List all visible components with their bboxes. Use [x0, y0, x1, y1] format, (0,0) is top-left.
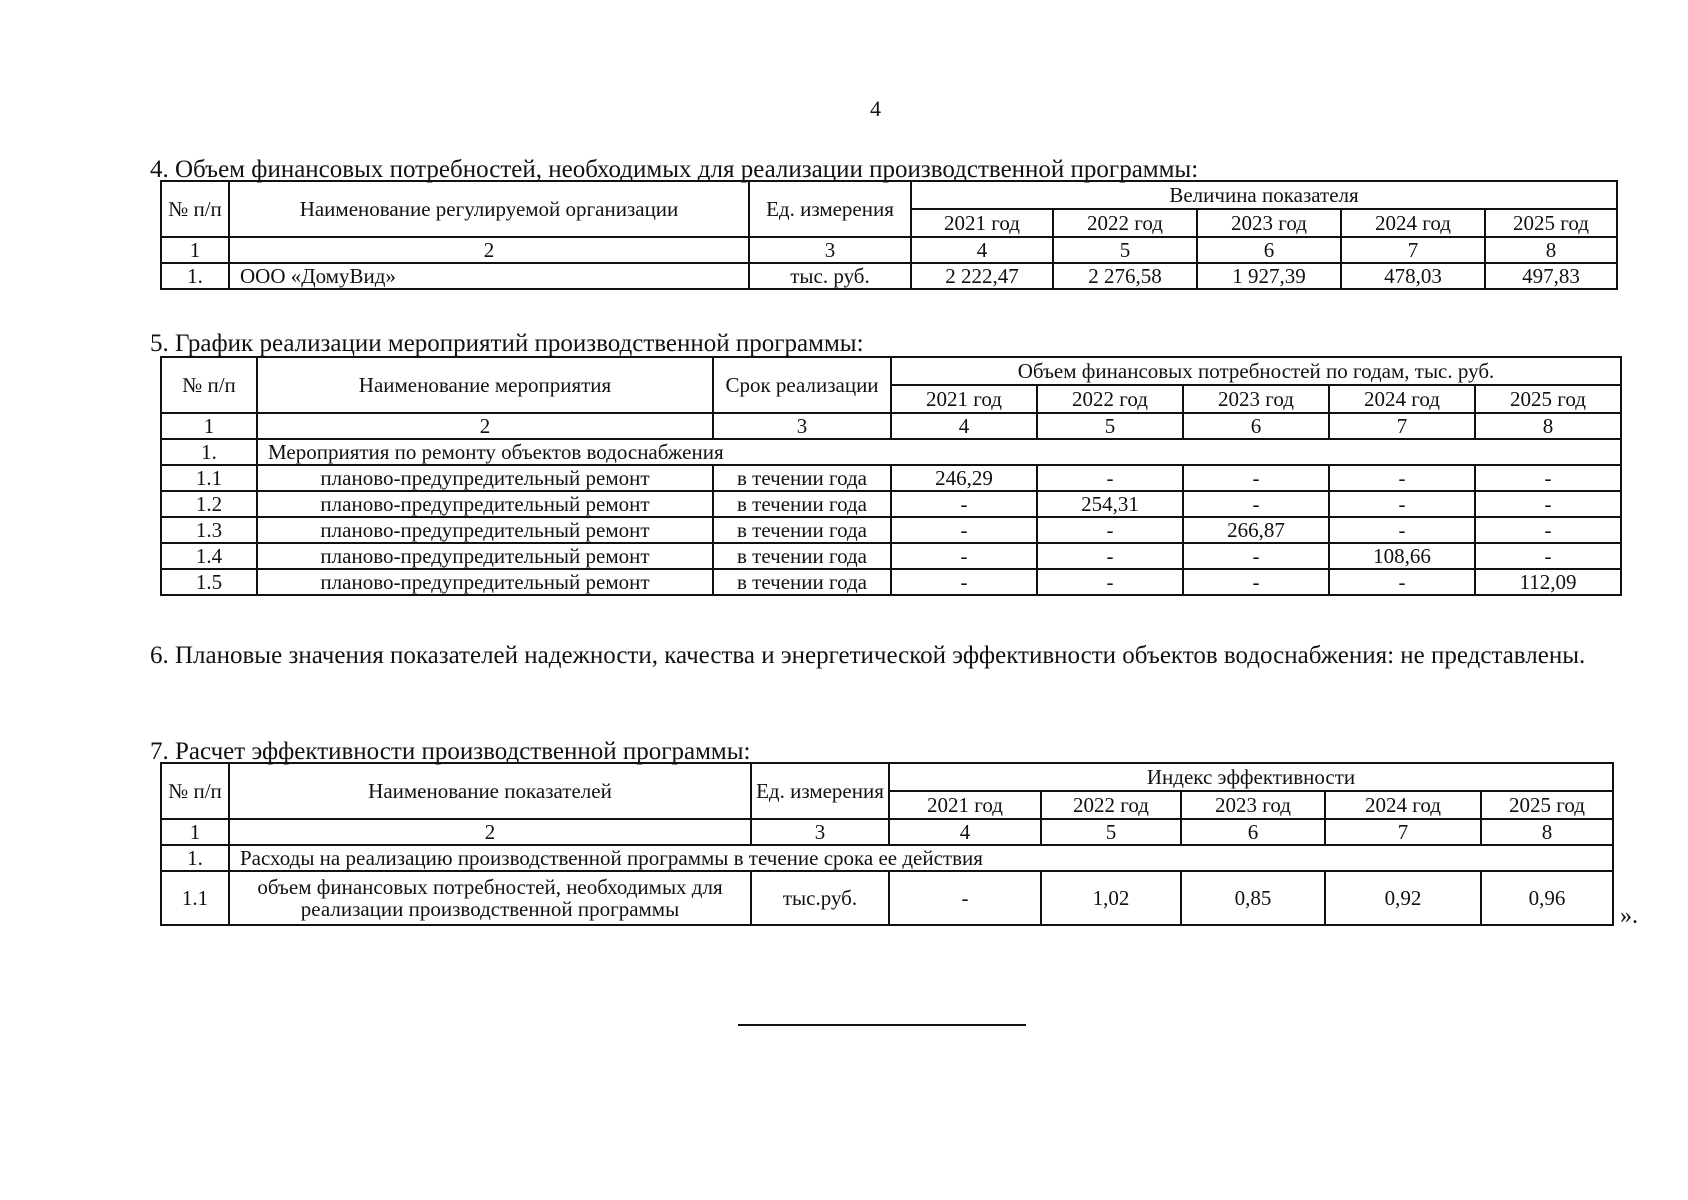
value-2025: -	[1475, 491, 1621, 517]
header-year: 2023 год	[1183, 385, 1329, 413]
col-number: 5	[1037, 413, 1183, 439]
value-2025: 0,96	[1481, 871, 1613, 925]
section-4-table	[160, 180, 1618, 290]
value-2025: 112,09	[1475, 569, 1621, 595]
section-4-heading: 4. Объем финансовых потребностей, необходимых для реализации производственной программы:	[150, 156, 1199, 183]
value-2024: 108,66	[1329, 543, 1475, 569]
value-2023: 0,85	[1181, 871, 1325, 925]
group-title: Расходы на реализацию производственной программы в течение срока ее действия	[229, 845, 1613, 871]
table-row	[161, 871, 1613, 925]
row-num: 1.5	[161, 569, 257, 595]
value-2023: -	[1183, 465, 1329, 491]
value-2022: -	[1037, 569, 1183, 595]
header-term: Срок реализации	[713, 357, 891, 413]
header-year: 2022 год	[1053, 209, 1197, 237]
value-2025: -	[1475, 543, 1621, 569]
unit: тыс. руб.	[749, 263, 911, 289]
header-org-name: Наименование регулируемой организации	[229, 181, 749, 237]
value-2024: -	[1329, 465, 1475, 491]
header-year: 2021 год	[911, 209, 1053, 237]
row-num: 1.1	[161, 871, 229, 925]
col-number: 1	[161, 413, 257, 439]
col-number: 4	[891, 413, 1037, 439]
col-number: 6	[1181, 819, 1325, 845]
value-2021: -	[891, 517, 1037, 543]
col-number: 8	[1475, 413, 1621, 439]
col-number: 3	[749, 237, 911, 263]
table-row	[161, 263, 1617, 289]
value-2024: -	[1329, 517, 1475, 543]
table-row	[161, 543, 1621, 569]
closing-quote: ».	[1620, 903, 1638, 929]
value-2023: 1 927,39	[1197, 263, 1341, 289]
table-row	[161, 569, 1621, 595]
indicator-name: объем финансовых потребностей, необходимых для реализации производственной программы	[229, 871, 751, 925]
row-num: 1.3	[161, 517, 257, 543]
header-year: 2021 год	[891, 385, 1037, 413]
value-2021: 2 222,47	[911, 263, 1053, 289]
value-2021: -	[891, 491, 1037, 517]
value-2025: -	[1475, 465, 1621, 491]
value-2023: 266,87	[1183, 517, 1329, 543]
col-number: 3	[751, 819, 889, 845]
activity-name: планово-предупредительный ремонт	[257, 517, 713, 543]
section-5-heading: 5. График реализации мероприятий производственной программы:	[150, 330, 864, 357]
col-number: 7	[1325, 819, 1481, 845]
row-num: 1.4	[161, 543, 257, 569]
header-year: 2023 год	[1181, 791, 1325, 819]
header-efficiency-index: Индекс эффективности	[889, 763, 1613, 791]
col-number: 2	[229, 237, 749, 263]
header-year: 2022 год	[1037, 385, 1183, 413]
term: в течении года	[713, 517, 891, 543]
term: в течении года	[713, 543, 891, 569]
header-year: 2024 год	[1329, 385, 1475, 413]
value-2023: -	[1183, 543, 1329, 569]
col-number: 4	[911, 237, 1053, 263]
row-num: 1.2	[161, 491, 257, 517]
col-number: 8	[1485, 237, 1617, 263]
col-number: 7	[1341, 237, 1485, 263]
value-2021: 246,29	[891, 465, 1037, 491]
col-number: 6	[1197, 237, 1341, 263]
group-row	[161, 439, 1621, 465]
col-number: 1	[161, 819, 229, 845]
table-row	[161, 491, 1621, 517]
header-num: № п/п	[161, 181, 229, 237]
header-activity-name: Наименование мероприятия	[257, 357, 713, 413]
value-2024: -	[1329, 491, 1475, 517]
row-num: 1.1	[161, 465, 257, 491]
term: в течении года	[713, 569, 891, 595]
header-unit: Ед. измерения	[751, 763, 889, 819]
col-number: 2	[229, 819, 751, 845]
value-2022: -	[1037, 517, 1183, 543]
row-num: 1.	[161, 439, 257, 465]
page-number: 4	[870, 96, 881, 121]
header-year: 2025 год	[1481, 791, 1613, 819]
col-number: 5	[1041, 819, 1181, 845]
col-number: 3	[713, 413, 891, 439]
value-2022: -	[1037, 465, 1183, 491]
value-2023: -	[1183, 569, 1329, 595]
value-2024: 478,03	[1341, 263, 1485, 289]
header-year: 2025 год	[1485, 209, 1617, 237]
value-2024: 0,92	[1325, 871, 1481, 925]
col-number: 8	[1481, 819, 1613, 845]
term: в течении года	[713, 465, 891, 491]
value-2021: -	[891, 569, 1037, 595]
term: в течении года	[713, 491, 891, 517]
col-number: 2	[257, 413, 713, 439]
end-divider	[738, 1024, 1026, 1026]
section-7-heading: 7. Расчет эффективности производственной программы:	[150, 738, 751, 765]
row-num: 1.	[161, 845, 229, 871]
group-title: Мероприятия по ремонту объектов водоснабжения	[257, 439, 1621, 465]
unit: тыс.руб.	[751, 871, 889, 925]
activity-name: планово-предупредительный ремонт	[257, 491, 713, 517]
section-6-text: 6. Плановые значения показателей надежности, качества и энергетической эффективности объектов водоснабжения: не представлены.	[150, 642, 1586, 669]
col-number: 1	[161, 237, 229, 263]
col-number: 7	[1329, 413, 1475, 439]
section-5-table	[160, 356, 1622, 596]
value-2024: -	[1329, 569, 1475, 595]
header-num: № п/п	[161, 763, 229, 819]
value-2025: 497,83	[1485, 263, 1617, 289]
value-2021: -	[891, 543, 1037, 569]
header-year: 2023 год	[1197, 209, 1341, 237]
header-indicator-value: Величина показателя	[911, 181, 1617, 209]
col-number: 5	[1053, 237, 1197, 263]
header-year: 2021 год	[889, 791, 1041, 819]
row-num: 1.	[161, 263, 229, 289]
value-2023: -	[1183, 491, 1329, 517]
activity-name: планово-предупредительный ремонт	[257, 569, 713, 595]
value-2021: -	[889, 871, 1041, 925]
group-row	[161, 845, 1613, 871]
activity-name: планово-предупредительный ремонт	[257, 543, 713, 569]
header-year: 2024 год	[1325, 791, 1481, 819]
table-row	[161, 517, 1621, 543]
header-finance-volume: Объем финансовых потребностей по годам, тыс. руб.	[891, 357, 1621, 385]
activity-name: планово-предупредительный ремонт	[257, 465, 713, 491]
section-7-table	[160, 762, 1614, 926]
value-2025: -	[1475, 517, 1621, 543]
value-2022: -	[1037, 543, 1183, 569]
header-num: № п/п	[161, 357, 257, 413]
header-year: 2024 год	[1341, 209, 1485, 237]
header-unit: Ед. измерения	[749, 181, 911, 237]
value-2022: 254,31	[1037, 491, 1183, 517]
header-indicator-name: Наименование показателей	[229, 763, 751, 819]
table-row	[161, 465, 1621, 491]
header-year: 2022 год	[1041, 791, 1181, 819]
col-number: 4	[889, 819, 1041, 845]
value-2022: 2 276,58	[1053, 263, 1197, 289]
value-2022: 1,02	[1041, 871, 1181, 925]
col-number: 6	[1183, 413, 1329, 439]
header-year: 2025 год	[1475, 385, 1621, 413]
org-name: ООО «ДомуВид»	[229, 263, 749, 289]
